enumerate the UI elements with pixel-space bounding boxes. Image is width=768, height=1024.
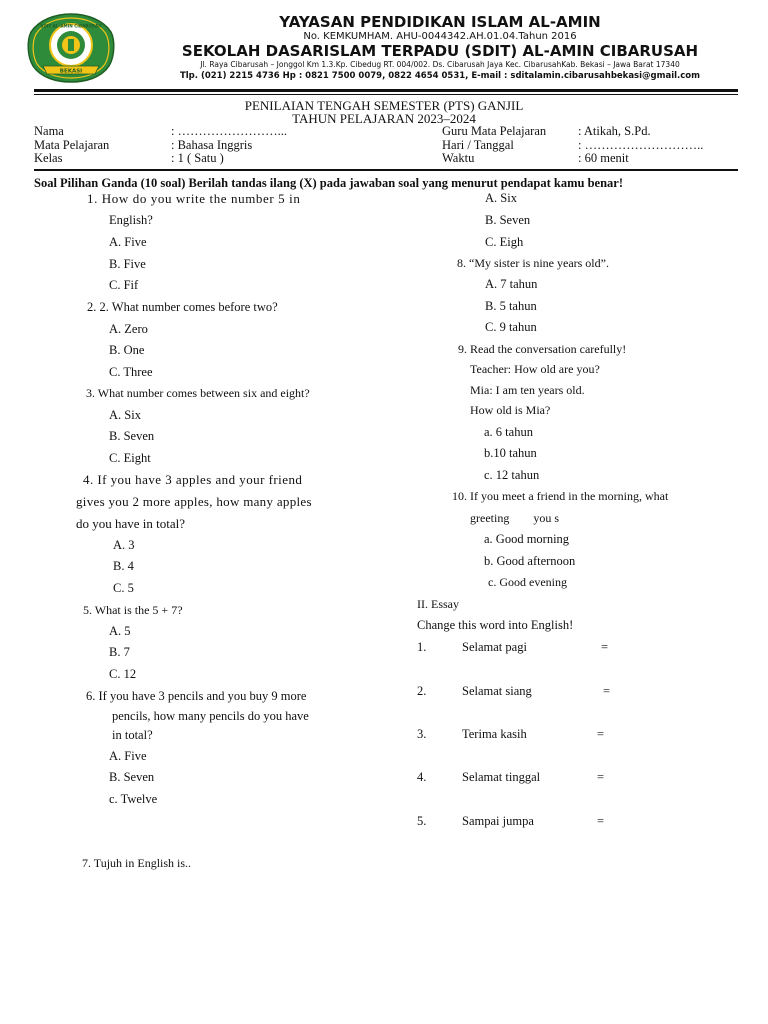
essay-item-number: 4. [417, 770, 427, 784]
decree-number: No. KEMKUMHAM. AHU-0044342.AH.01.04.Tahun 2016 [303, 31, 577, 42]
foundation-name: YAYASAN PENDIDIKAN ISLAM AL-AMIN [279, 13, 601, 31]
essay-heading: II. Essay [417, 597, 459, 611]
essay-item-word: Selamat tinggal [462, 770, 541, 784]
field-value-date: : ……………………….. [578, 138, 704, 152]
essay-item-equals: = [601, 640, 609, 654]
q9-line-mia: Mia: I am ten years old. [470, 383, 585, 397]
field-label-teacher: Guru Mata Pelajaran [442, 124, 547, 138]
question-8: 8. “My sister is nine years old”. [457, 256, 609, 270]
question-2: 2. 2. What number comes before two? [87, 300, 278, 314]
q3-option-c: C. Eight [109, 451, 151, 465]
q3-option-b: B. Seven [109, 429, 155, 443]
question-9: 9. Read the conversation carefully! [458, 342, 627, 356]
header-rule [34, 169, 738, 171]
q6-option-a: A. Five [109, 749, 147, 763]
q2-option-c: C. Three [109, 365, 153, 379]
field-label-date: Hari / Tanggal [442, 138, 514, 152]
essay-item-number: 3. [417, 727, 427, 741]
instructions: Soal Pilihan Ganda (10 soal) Berilah tandas ilang (X) pada jawaban soal yang menurut pendapat kamu benar! [34, 176, 623, 190]
question-6-line-3: in total? [112, 728, 153, 742]
question-4-line-1: 4. If you have 3 apples and your friend [83, 472, 303, 487]
q9-option-b: b.10 tahun [484, 446, 537, 460]
q10-option-b: b. Good afternoon [484, 554, 576, 568]
exam-title: PENILAIAN TENGAH SEMESTER (PTS) GANJIL [244, 98, 524, 113]
question-3: 3. What number comes between six and eight? [86, 386, 310, 400]
question-1-line-2: English? [109, 213, 153, 227]
q6-option-b: B. Seven [109, 770, 155, 784]
essay-item-word: Terima kasih [462, 727, 527, 741]
essay-item-equals: = [597, 770, 605, 784]
field-value-time: : 60 menit [578, 151, 629, 165]
essay-item-word: Sampai jumpa [462, 814, 534, 828]
school-logo [25, 12, 117, 84]
q1-option-b: B. Five [109, 257, 146, 271]
essay-item-number: 2. [417, 684, 427, 698]
field-value-subject: : Bahasa Inggris [171, 138, 253, 152]
q4-option-a: A. 3 [113, 538, 135, 552]
q6-option-c: c. Twelve [109, 792, 158, 806]
logo-ribbon-text: BEKASI [59, 68, 83, 75]
field-label-class: Kelas [34, 151, 63, 165]
q9-option-c: c. 12 tahun [484, 468, 540, 482]
q10-option-a: a. Good morning [484, 532, 570, 546]
exam-year: TAHUN PELAJARAN 2023–2024 [292, 111, 476, 126]
essay-item-number: 1. [417, 640, 427, 654]
school-contact: Tlp. (021) 2215 4736 Hp : 0821 7500 0079, 0822 4654 0531, E-mail : sditalamin.cibarusahbekasi@gmail.com [179, 71, 701, 81]
q5-option-b: B. 7 [109, 645, 130, 659]
field-value-teacher: : Atikah, S.Pd. [578, 124, 651, 138]
q9-line-question: How old is Mia? [470, 403, 551, 417]
q7-option-b: B. Seven [485, 213, 531, 227]
q4-option-c: C. 5 [113, 581, 134, 595]
essay-item-equals: = [597, 727, 605, 741]
field-label-time: Waktu [442, 151, 475, 165]
question-6-line-1: 6. If you have 3 pencils and you buy 9 more [86, 689, 307, 703]
essay-item-word: Selamat pagi [462, 640, 527, 654]
q2-option-b: B. One [109, 343, 145, 357]
essay-prompt: Change this word into English! [417, 618, 574, 632]
question-1-line-1: 1. How do you write the number 5 in [87, 191, 301, 206]
q3-option-a: A. Six [109, 408, 141, 422]
q7-option-a: A. Six [485, 191, 517, 205]
essay-item-word: Selamat siang [462, 684, 532, 698]
q9-option-a: a. 6 tahun [484, 425, 533, 439]
school-name: SEKOLAH DASARISLAM TERPADU (SDIT) AL-AMIN CIBARUSAH [181, 42, 699, 60]
question-4-line-3: do you have in total? [76, 516, 186, 531]
q10-option-c: c. Good evening [488, 575, 567, 589]
q2-option-a: A. Zero [109, 322, 148, 336]
field-value-name: : ……………………... [171, 124, 287, 138]
q8-option-c: C. 9 tahun [485, 320, 537, 334]
field-value-class: : 1 ( Satu ) [171, 151, 224, 165]
q5-option-c: C. 12 [109, 667, 137, 681]
q8-option-b: B. 5 tahun [485, 299, 537, 313]
q1-option-c: C. Fif [109, 278, 139, 292]
q1-option-a: A. Five [109, 235, 147, 249]
field-label-name: Nama [34, 124, 64, 138]
question-5: 5. What is the 5 + 7? [83, 603, 183, 617]
q7-option-c: C. Eigh [485, 235, 524, 249]
q8-option-a: A. 7 tahun [485, 277, 538, 291]
essay-item-number: 5. [417, 814, 427, 828]
q4-option-b: B. 4 [113, 559, 134, 573]
logo-ring-text: SDIT AL-AMIN CIBARUSAH [40, 23, 102, 29]
question-10-line-2: greeting you s [470, 511, 559, 525]
question-6-line-2: pencils, how many pencils do you have [112, 709, 309, 723]
question-4-line-2: gives you 2 more apples, how many apples [76, 494, 312, 509]
essay-item-equals: = [603, 684, 611, 698]
letterhead-rule-thin [34, 94, 738, 95]
school-address: Jl. Raya Cibarusah – Jonggol Km 1.3.Kp. Cibedug RT. 004/002. Ds. Cibarusah Jaya Kec. CibarusahKab. Bekasi – Jawa Barat 17340 [200, 60, 680, 69]
field-label-subject: Mata Pelajaran [34, 138, 110, 152]
essay-item-equals: = [597, 814, 605, 828]
q9-line-teacher: Teacher: How old are you? [470, 362, 600, 376]
question-10-line-1: 10. If you meet a friend in the morning, what [452, 489, 669, 503]
letterhead-rule-thick [34, 89, 738, 92]
q5-option-a: A. 5 [109, 624, 131, 638]
question-7: 7. Tujuh in English is.. [82, 856, 192, 870]
